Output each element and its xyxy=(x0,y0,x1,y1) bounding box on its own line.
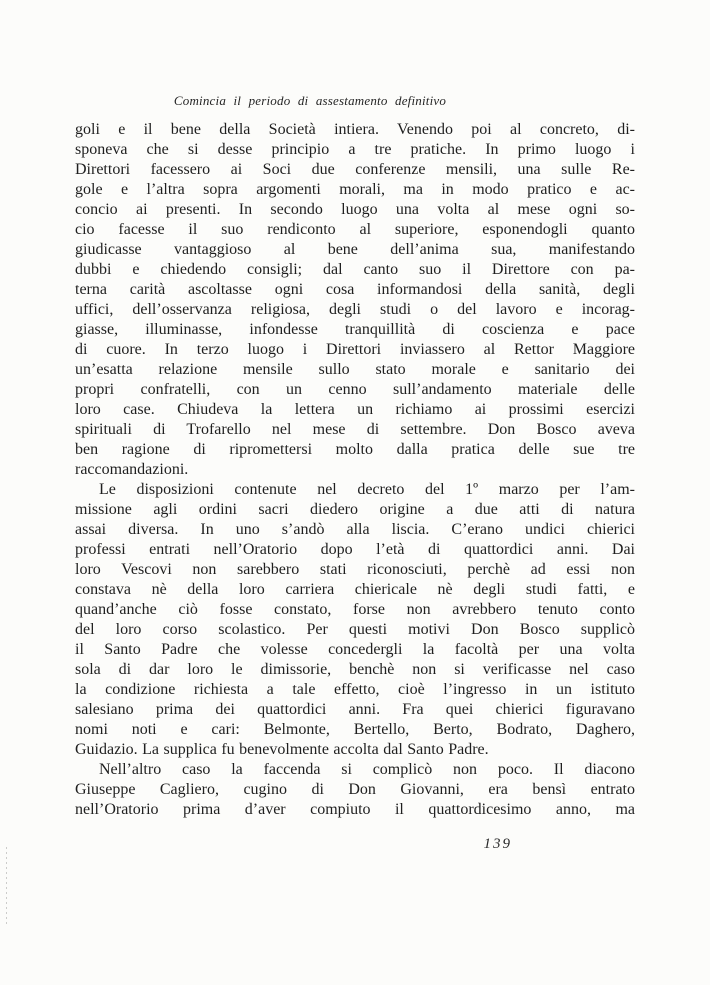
text-line: raccomandazioni. xyxy=(75,461,189,478)
text-line: Nell’altro caso la faccenda si complicò non poco. Il diacono xyxy=(99,761,635,778)
text-line: goli e il bene della Società intiera. Venendo poi al concreto, di- xyxy=(75,121,635,138)
text-line: sponeva che si desse principio a tre pratiche. In primo luogo i xyxy=(75,141,635,158)
text-line: ben ragione di ripromettersi molto dalla pratica delle sue tre xyxy=(75,441,635,458)
text-line: professi entrati nell’Oratorio dopo l’età di quattordici anni. Dai xyxy=(75,541,635,558)
text-line: Giuseppe Cagliero, cugino di Don Giovanni, era bensì entrato xyxy=(75,781,635,798)
text-line: loro case. Chiudeva la lettera un richiamo ai prossimi esercizi xyxy=(75,401,635,418)
text-line: nell’Oratorio prima d’aver compiuto il quattordicesimo anno, ma xyxy=(75,801,635,818)
scan-artifact-line xyxy=(6,847,7,927)
text-line: gole e l’altra sopra argomenti morali, ma in modo pratico e ac- xyxy=(75,181,635,198)
text-line: Guidazio. La supplica fu benevolmente accolta dal Santo Padre. xyxy=(75,741,489,758)
text-line: spirituali di Trofarello nel mese di settembre. Don Bosco aveva xyxy=(75,421,635,438)
text-line: loro Vescovi non sarebbero stati riconosciuti, perchè ad essi non xyxy=(75,561,635,578)
text-line: di cuore. In terzo luogo i Direttori inviassero al Rettor Maggiore xyxy=(75,341,635,358)
text-line: assai diversa. In uno s’andò alla liscia. C’erano undici chierici xyxy=(75,521,635,538)
text-line: nomi noti e cari: Belmonte, Bertello, Berto, Bodrato, Daghero, xyxy=(75,721,635,738)
text-line: il Santo Padre che volesse concedergli la facoltà per una volta xyxy=(75,641,635,658)
text-line: la condizione richiesta a tale effetto, cioè l’ingresso in un istituto xyxy=(75,681,635,698)
page-number: 139 xyxy=(483,836,512,852)
text-line: salesiano prima dei quattordici anni. Fra quei chierici figuravano xyxy=(75,701,635,718)
body-text xyxy=(75,120,635,820)
text-line: Le disposizioni contenute nel decreto del 1º marzo per l’am- xyxy=(99,481,635,498)
text-line: dubbi e chiedendo consigli; dal canto suo il Direttore con pa- xyxy=(75,261,635,278)
text-line: constava nè della loro carriera chiericale nè degli studi fatti, e xyxy=(75,581,635,598)
text-line: missione agli ordini sacri diedero origine a due atti di natura xyxy=(75,501,635,518)
text-line: sola di dar loro le dimissorie, benchè non si verificasse nel caso xyxy=(75,661,635,678)
text-line: terna carità ascoltasse ogni cosa informandosi della sanità, degli xyxy=(75,281,635,298)
text-line: propri confratelli, con un cenno sull’andamento materiale delle xyxy=(75,381,635,398)
text-line: quand’anche ciò fosse constato, forse non avrebbero tenuto conto xyxy=(75,601,635,618)
text-line: Direttori facessero ai Soci due conferenze mensili, una sulle Re- xyxy=(75,161,635,178)
running-header: Comincia il periodo di assestamento definitivo xyxy=(173,93,447,108)
text-line: del loro corso scolastico. Per questi motivi Don Bosco supplicò xyxy=(75,621,635,638)
text-line: giasse, illuminasse, infondesse tranquillità di coscienza e pace xyxy=(75,321,635,338)
text-line: concio ai presenti. In secondo luogo una volta al mese ogni so- xyxy=(75,201,635,218)
text-line: un’esatta relazione mensile sullo stato morale e sanitario dei xyxy=(75,361,635,378)
text-line: cio facesse il suo rendiconto al superiore, esponendogli quanto xyxy=(75,221,635,238)
text-line: uffici, dell’osservanza religiosa, degli studi o del lavoro e incorag- xyxy=(75,301,635,318)
text-line: giudicasse vantaggioso al bene dell’anima sua, manifestando xyxy=(75,241,635,258)
